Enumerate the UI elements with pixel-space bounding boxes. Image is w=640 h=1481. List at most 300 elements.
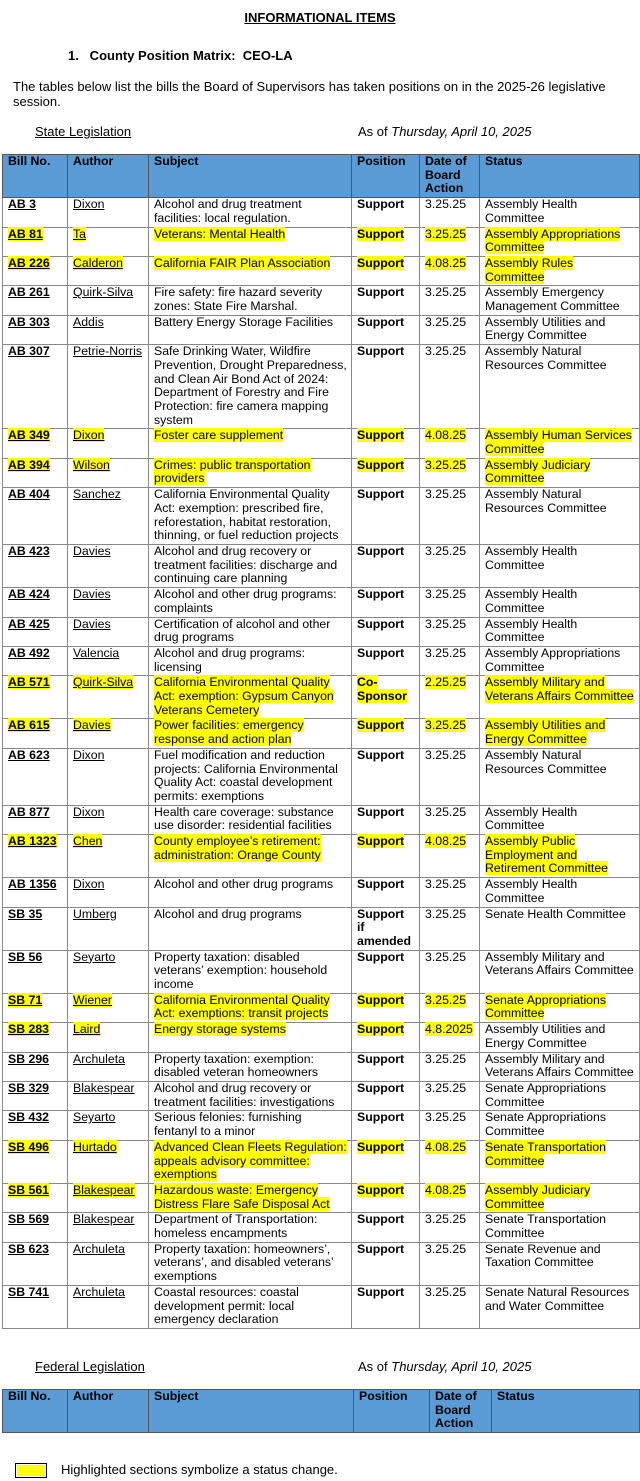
author-link[interactable]: Valencia bbox=[73, 645, 120, 660]
bill-number-link[interactable]: SB 432 bbox=[8, 1110, 50, 1125]
author-link[interactable]: Dixon bbox=[73, 877, 105, 892]
bill-status-cell bbox=[480, 588, 640, 617]
author-link-cell bbox=[68, 345, 149, 429]
board-position-cell bbox=[352, 256, 420, 285]
author-link[interactable]: Ta bbox=[73, 226, 86, 241]
board-position-cell bbox=[352, 719, 420, 748]
board-position: Support bbox=[357, 543, 405, 558]
board-action-date-cell bbox=[420, 1242, 480, 1285]
bill-status-cell bbox=[480, 256, 640, 285]
table-row bbox=[3, 1082, 640, 1111]
bill-status: Assembly Military and Veterans Affairs Committee bbox=[485, 675, 634, 704]
bill-subject-cell bbox=[149, 1213, 352, 1242]
author-link[interactable]: Laird bbox=[73, 1022, 101, 1037]
author-link-cell bbox=[68, 1242, 149, 1285]
bill-number-link-cell bbox=[3, 748, 68, 805]
bill-status: Senate Transportation Committee bbox=[485, 1212, 606, 1241]
board-action-date-cell bbox=[420, 198, 480, 227]
bill-subject: Advanced Clean Fleets Regulation: appeals advisory committee: exemptions bbox=[154, 1139, 347, 1182]
bill-status-cell bbox=[480, 646, 640, 675]
author-link-cell bbox=[68, 1285, 149, 1328]
bill-status-cell bbox=[480, 1023, 640, 1052]
board-action-date: 3.25.25 bbox=[425, 1241, 467, 1256]
federal-legislation-table bbox=[2, 1389, 640, 1433]
table-row bbox=[3, 1052, 640, 1081]
bill-number-link-cell bbox=[3, 878, 68, 907]
board-position-cell bbox=[352, 676, 420, 719]
bill-number-link[interactable]: SB 741 bbox=[8, 1284, 50, 1299]
board-position: Support bbox=[357, 1110, 405, 1125]
board-action-date: 3.25.25 bbox=[425, 747, 467, 762]
author-link[interactable]: Hurtado bbox=[73, 1139, 117, 1154]
bill-status: Assembly Utilities and Energy Committee bbox=[485, 314, 606, 343]
board-position: Support bbox=[357, 344, 405, 359]
bill-status: Assembly Health Committee bbox=[485, 616, 578, 645]
bill-number-link[interactable]: SB 329 bbox=[8, 1081, 50, 1095]
table-row bbox=[3, 1213, 640, 1242]
author-link-cell bbox=[68, 544, 149, 587]
bill-subject-cell bbox=[149, 719, 352, 748]
board-action-date-cell bbox=[420, 544, 480, 587]
author-link[interactable]: Wiener bbox=[73, 992, 112, 1007]
table-row bbox=[3, 748, 640, 805]
bill-subject: Alcohol and drug programs bbox=[154, 906, 302, 921]
state-section-header bbox=[0, 124, 640, 142]
board-position: Support if amended bbox=[357, 906, 411, 948]
author-link[interactable]: Dixon bbox=[73, 804, 105, 819]
bill-number-link-cell bbox=[3, 617, 68, 646]
board-action-date-cell bbox=[420, 1052, 480, 1081]
board-action-date: 3.25.25 bbox=[425, 587, 467, 602]
author-link[interactable]: Archuleta bbox=[73, 1284, 125, 1299]
table-row bbox=[3, 617, 640, 646]
bill-status-cell bbox=[480, 1285, 640, 1328]
board-action-date: 3.25.25 bbox=[425, 1284, 467, 1299]
table-row bbox=[3, 256, 640, 285]
bill-status-cell bbox=[480, 805, 640, 834]
author-link-cell bbox=[68, 588, 149, 617]
as-of-date: Thursday, April 10, 2025 bbox=[391, 1358, 532, 1374]
bill-subject-cell bbox=[149, 1140, 352, 1183]
column-header: Status bbox=[480, 155, 640, 198]
board-action-date-cell bbox=[420, 1183, 480, 1212]
table-row bbox=[3, 878, 640, 907]
table-row bbox=[3, 227, 640, 256]
bill-number-link[interactable]: AB 307 bbox=[8, 344, 50, 359]
bill-number-link-cell bbox=[3, 719, 68, 748]
bill-number-link-cell bbox=[3, 805, 68, 834]
bill-status: Senate Appropriations Committee bbox=[485, 1081, 607, 1109]
bill-status-cell bbox=[480, 1213, 640, 1242]
bill-status: Assembly Health Committee bbox=[485, 877, 578, 905]
board-action-date: 3.25.25 bbox=[425, 949, 467, 964]
intro-paragraph: The tables below list the bills the Board of Supervisors has taken positions on in the 2025-26 legislative session. bbox=[13, 79, 606, 109]
author-link[interactable]: Blakespear bbox=[73, 1182, 135, 1197]
bill-subject: California Environmental Quality Act: exemption: prescribed fire, reforestation, habitat restoration, thinning, or fuel reduction projects bbox=[154, 487, 339, 543]
author-link-cell bbox=[68, 488, 149, 545]
bill-number-link[interactable]: SB 296 bbox=[8, 1051, 50, 1066]
board-action-date-cell bbox=[420, 1213, 480, 1242]
board-position-cell bbox=[352, 646, 420, 675]
board-action-date-cell bbox=[420, 907, 480, 950]
board-position-cell bbox=[352, 198, 420, 227]
bill-subject-cell bbox=[149, 198, 352, 227]
bill-status-cell bbox=[480, 676, 640, 719]
author-link-cell bbox=[68, 198, 149, 227]
legend-text: Highlighted sections symbolize a status change. bbox=[61, 1462, 338, 1478]
bill-number-link[interactable]: SB 623 bbox=[8, 1241, 50, 1256]
bill-status-cell bbox=[480, 950, 640, 993]
author-link[interactable]: Wilson bbox=[73, 457, 110, 472]
bill-status-cell bbox=[480, 458, 640, 487]
author-link[interactable]: Archuleta bbox=[73, 1051, 125, 1066]
bill-subject: California Environmental Quality Act: exemptions: transit projects bbox=[154, 992, 330, 1021]
bill-number-link[interactable]: AB 3 bbox=[8, 197, 37, 212]
table-row bbox=[3, 429, 640, 458]
author-link[interactable]: Seyarto bbox=[73, 949, 116, 964]
table-row bbox=[3, 993, 640, 1022]
board-action-date-cell bbox=[420, 676, 480, 719]
bill-subject-cell bbox=[149, 286, 352, 315]
bill-subject-cell bbox=[149, 345, 352, 429]
bill-status: Assembly Judiciary Committee bbox=[485, 1182, 591, 1211]
board-action-date-cell bbox=[420, 588, 480, 617]
author-link-cell bbox=[68, 676, 149, 719]
bill-number-link-cell bbox=[3, 1183, 68, 1212]
bill-number-link-cell bbox=[3, 429, 68, 458]
bill-subject: Property taxation: exemption: disabled veteran homeowners bbox=[154, 1051, 319, 1080]
author-link[interactable]: Blakespear bbox=[73, 1212, 135, 1227]
board-action-date-cell bbox=[420, 345, 480, 429]
bill-status-cell bbox=[480, 617, 640, 646]
table-row bbox=[3, 907, 640, 950]
bill-number-link-cell bbox=[3, 993, 68, 1022]
bill-number-link[interactable]: AB 303 bbox=[8, 314, 50, 329]
board-position-cell bbox=[352, 227, 420, 256]
author-link[interactable]: Calderon bbox=[73, 255, 123, 270]
bill-status: Assembly Utilities and Energy Committee bbox=[485, 1022, 606, 1050]
bill-number-link-cell bbox=[3, 315, 68, 344]
bill-number-link[interactable]: AB 349 bbox=[8, 428, 50, 443]
board-position: Support bbox=[357, 314, 405, 329]
board-position: Support bbox=[357, 949, 405, 964]
column-header: Bill No. bbox=[3, 1389, 68, 1432]
bill-status-cell bbox=[480, 835, 640, 878]
bill-subject: California Environmental Quality Act: exemption: Gypsum Canyon Veterans Cemetery bbox=[154, 675, 334, 717]
table-row bbox=[3, 676, 640, 719]
table-row bbox=[3, 588, 640, 617]
bill-number-link[interactable]: SB 35 bbox=[8, 906, 43, 921]
table-row bbox=[3, 286, 640, 315]
author-link-cell bbox=[68, 1140, 149, 1183]
board-action-date: 3.25.25 bbox=[425, 457, 467, 472]
column-header: Author bbox=[68, 1389, 149, 1432]
board-action-date-cell bbox=[420, 835, 480, 878]
author-link-cell bbox=[68, 878, 149, 907]
board-action-date-cell bbox=[420, 719, 480, 748]
bill-number-link[interactable]: AB 877 bbox=[8, 804, 50, 819]
author-link[interactable]: Davies bbox=[73, 543, 111, 558]
board-position: Support bbox=[357, 487, 405, 502]
bill-number-link[interactable]: AB 571 bbox=[8, 675, 50, 690]
bill-number-link[interactable]: AB 623 bbox=[8, 747, 50, 762]
bill-subject: Power facilities: emergency response and action plan bbox=[154, 718, 304, 747]
board-action-date: 3.25.25 bbox=[425, 877, 467, 892]
board-position: Support bbox=[357, 747, 405, 762]
bill-number-link-cell bbox=[3, 1242, 68, 1285]
bill-status: Senate Appropriations Committee bbox=[485, 1110, 607, 1139]
bill-subject: Energy storage systems bbox=[154, 1022, 286, 1037]
author-link-cell bbox=[68, 256, 149, 285]
bill-number-link[interactable]: AB 226 bbox=[8, 255, 50, 270]
author-link[interactable]: Sanchez bbox=[73, 487, 121, 502]
bill-subject: Alcohol and drug recovery or treatment facilities: investigations bbox=[154, 1081, 335, 1109]
board-position: Support bbox=[357, 428, 405, 443]
author-link[interactable]: Dixon bbox=[73, 197, 105, 212]
author-link[interactable]: Addis bbox=[73, 314, 104, 329]
board-action-date-cell bbox=[420, 1140, 480, 1183]
section-subtitle: 1. County Position Matrix: CEO-LA bbox=[68, 48, 293, 63]
author-link-cell bbox=[68, 993, 149, 1022]
board-position-cell bbox=[352, 1082, 420, 1111]
board-action-date: 3.25.25 bbox=[425, 718, 467, 733]
bill-subject-cell bbox=[149, 676, 352, 719]
bill-number-link[interactable]: AB 615 bbox=[8, 718, 50, 733]
highlight-legend-swatch bbox=[15, 1463, 47, 1478]
bill-number-link-cell bbox=[3, 544, 68, 587]
bill-number-link-cell bbox=[3, 198, 68, 227]
column-header: Bill No. bbox=[3, 155, 68, 198]
bill-number-link[interactable]: SB 283 bbox=[8, 1022, 50, 1037]
bill-number-link-cell bbox=[3, 950, 68, 993]
federal-as-of bbox=[358, 1359, 531, 1374]
bill-number-link[interactable]: SB 71 bbox=[8, 992, 43, 1007]
bill-subject-cell bbox=[149, 256, 352, 285]
board-action-date: 3.25.25 bbox=[425, 992, 467, 1007]
author-link[interactable]: Archuleta bbox=[73, 1241, 125, 1256]
bill-number-link-cell bbox=[3, 488, 68, 545]
bill-status: Senate Revenue and Taxation Committee bbox=[485, 1241, 601, 1270]
bill-subject-cell bbox=[149, 1285, 352, 1328]
board-position: Co-Sponsor bbox=[357, 675, 407, 704]
bill-status: Senate Natural Resources and Water Committee bbox=[485, 1284, 630, 1313]
bill-subject-cell bbox=[149, 907, 352, 950]
board-position-cell bbox=[352, 835, 420, 878]
column-header: Date of Board Action bbox=[420, 155, 480, 198]
table-row bbox=[3, 835, 640, 878]
bill-status-cell bbox=[480, 1183, 640, 1212]
board-action-date-cell bbox=[420, 286, 480, 315]
author-link[interactable]: Davies bbox=[73, 718, 111, 733]
bill-number-link[interactable]: SB 496 bbox=[8, 1139, 50, 1154]
board-action-date-cell bbox=[420, 617, 480, 646]
board-action-date: 2.25.25 bbox=[425, 675, 467, 690]
bill-subject: Foster care supplement bbox=[154, 428, 284, 443]
table-row bbox=[3, 950, 640, 993]
bill-number-link-cell bbox=[3, 588, 68, 617]
author-link[interactable]: Blakespear bbox=[73, 1081, 135, 1095]
bill-number-link-cell bbox=[3, 256, 68, 285]
table-row bbox=[3, 1111, 640, 1140]
bill-subject: Health care coverage: substance use disorder: residential facilities bbox=[154, 804, 334, 833]
table-row bbox=[3, 1242, 640, 1285]
bill-number-link[interactable]: AB 404 bbox=[8, 487, 50, 502]
bill-number-link-cell bbox=[3, 1082, 68, 1111]
board-action-date: 4.08.25 bbox=[425, 1139, 467, 1154]
bill-status: Assembly Public Employment and Retirement Committee bbox=[485, 834, 609, 876]
bill-status: Assembly Utilities and Energy Committee bbox=[485, 718, 606, 747]
board-action-date: 4.8.2025 bbox=[425, 1022, 473, 1037]
board-position-cell bbox=[352, 993, 420, 1022]
bill-number-link[interactable]: AB 424 bbox=[8, 587, 50, 602]
bill-number-link[interactable]: AB 394 bbox=[8, 457, 50, 472]
bill-status: Assembly Emergency Management Committee bbox=[485, 285, 620, 314]
board-position-cell bbox=[352, 1285, 420, 1328]
bill-subject-cell bbox=[149, 488, 352, 545]
bill-status-cell bbox=[480, 993, 640, 1022]
bill-number-link[interactable]: AB 1323 bbox=[8, 834, 57, 849]
bill-subject: Alcohol and other drug programs: complaints bbox=[154, 587, 337, 615]
bill-number-link-cell bbox=[3, 1285, 68, 1328]
board-position: Support bbox=[357, 255, 405, 270]
bill-status: Assembly Appropriations Committee bbox=[485, 645, 621, 674]
board-position: Support bbox=[357, 616, 405, 631]
bill-number-link-cell bbox=[3, 1111, 68, 1140]
federal-legislation-heading: Federal Legislation bbox=[35, 1358, 145, 1374]
bill-status: Assembly Natural Resources Committee bbox=[485, 747, 607, 776]
bill-subject-cell bbox=[149, 458, 352, 487]
author-link[interactable]: Dixon bbox=[73, 428, 105, 443]
bill-number-link[interactable]: AB 261 bbox=[8, 285, 50, 300]
author-link-cell bbox=[68, 907, 149, 950]
author-link[interactable]: Petrie-Norris bbox=[73, 344, 143, 359]
bill-status: Assembly Military and Veterans Affairs Committee bbox=[485, 949, 634, 978]
author-link[interactable]: Quirk-Silva bbox=[73, 285, 134, 300]
bill-subject: Property taxation: homeowners’, veterans’, and disabled veterans’ exemptions bbox=[154, 1241, 334, 1284]
bill-subject: Hazardous waste: Emergency Distress Flare Safe Disposal Act bbox=[154, 1182, 330, 1211]
table-row bbox=[3, 646, 640, 675]
author-link-cell bbox=[68, 1023, 149, 1052]
board-action-date: 3.25.25 bbox=[425, 906, 467, 921]
column-header: Position bbox=[352, 155, 420, 198]
table-row bbox=[3, 1285, 640, 1328]
bill-status: Assembly Natural Resources Committee bbox=[485, 344, 607, 372]
board-action-date-cell bbox=[420, 950, 480, 993]
bill-status-cell bbox=[480, 198, 640, 227]
board-position: Support bbox=[357, 804, 405, 819]
table-row bbox=[3, 544, 640, 587]
column-header: Author bbox=[68, 155, 149, 198]
bill-subject-cell bbox=[149, 835, 352, 878]
bill-subject-cell bbox=[149, 748, 352, 805]
author-link[interactable]: Chen bbox=[73, 834, 103, 849]
bill-subject: California FAIR Plan Association bbox=[154, 255, 331, 270]
bill-number-link[interactable]: AB 492 bbox=[8, 645, 50, 660]
author-link-cell bbox=[68, 835, 149, 878]
board-action-date: 3.25.25 bbox=[425, 314, 467, 329]
board-action-date: 3.25.25 bbox=[425, 616, 467, 631]
bill-status: Senate Health Committee bbox=[485, 906, 626, 921]
author-link-cell bbox=[68, 950, 149, 993]
board-position: Support bbox=[357, 1022, 405, 1037]
bill-subject: Alcohol and drug recovery or treatment facilities: discharge and continuing care planning bbox=[154, 543, 338, 586]
board-action-date-cell bbox=[420, 227, 480, 256]
bill-number-link[interactable]: SB 561 bbox=[8, 1182, 50, 1197]
board-position-cell bbox=[352, 805, 420, 834]
bill-subject-cell bbox=[149, 227, 352, 256]
board-action-date-cell bbox=[420, 1023, 480, 1052]
table-header-row bbox=[3, 155, 640, 198]
bill-subject-cell bbox=[149, 544, 352, 587]
board-position-cell bbox=[352, 748, 420, 805]
board-action-date: 3.25.25 bbox=[425, 543, 467, 558]
board-position: Support bbox=[357, 1139, 405, 1154]
bill-subject-cell bbox=[149, 617, 352, 646]
bill-status-cell bbox=[480, 1082, 640, 1111]
board-action-date-cell bbox=[420, 488, 480, 545]
author-link-cell bbox=[68, 1082, 149, 1111]
as-of-label: As of bbox=[358, 124, 392, 139]
author-link[interactable]: Seyarto bbox=[73, 1110, 116, 1125]
bill-number-link[interactable]: SB 569 bbox=[8, 1212, 50, 1227]
table-row bbox=[3, 345, 640, 429]
bill-number-link-cell bbox=[3, 345, 68, 429]
bill-number-link[interactable]: AB 423 bbox=[8, 543, 50, 558]
author-link[interactable]: Davies bbox=[73, 616, 111, 631]
bill-number-link[interactable]: SB 56 bbox=[8, 949, 43, 964]
bill-number-link[interactable]: AB 425 bbox=[8, 616, 50, 631]
column-header: Position bbox=[354, 1389, 430, 1432]
as-of-date: Thursday, April 10, 2025 bbox=[391, 124, 532, 139]
bill-status-cell bbox=[480, 878, 640, 907]
bill-number-link-cell bbox=[3, 835, 68, 878]
board-action-date-cell bbox=[420, 993, 480, 1022]
table-row bbox=[3, 1023, 640, 1052]
bill-number-link-cell bbox=[3, 1023, 68, 1052]
bill-status-cell bbox=[480, 227, 640, 256]
bill-subject: Alcohol and drug programs: licensing bbox=[154, 645, 306, 674]
bill-number-link[interactable]: AB 1356 bbox=[8, 877, 57, 892]
column-header: Status bbox=[492, 1389, 640, 1432]
author-link[interactable]: Dixon bbox=[73, 747, 105, 762]
state-as-of bbox=[358, 124, 531, 139]
bill-status: Assembly Appropriations Committee bbox=[485, 226, 621, 255]
author-link-cell bbox=[68, 646, 149, 675]
bill-status: Senate Appropriations Committee bbox=[485, 992, 607, 1021]
bill-status-cell bbox=[480, 719, 640, 748]
board-action-date-cell bbox=[420, 429, 480, 458]
board-action-date: 3.25.25 bbox=[425, 645, 467, 660]
board-position-cell bbox=[352, 950, 420, 993]
board-position-cell bbox=[352, 1242, 420, 1285]
author-link[interactable]: Umberg bbox=[73, 906, 117, 921]
bill-subject: Coastal resources: coastal development permit: local emergency declaration bbox=[154, 1284, 299, 1327]
table-row bbox=[3, 198, 640, 227]
bill-number-link[interactable]: AB 81 bbox=[8, 226, 43, 241]
board-action-date: 3.25.25 bbox=[425, 804, 467, 819]
author-link[interactable]: Quirk-Silva bbox=[73, 675, 134, 690]
bill-subject-cell bbox=[149, 429, 352, 458]
table-row bbox=[3, 488, 640, 545]
board-position: Support bbox=[357, 645, 405, 660]
bill-status-cell bbox=[480, 748, 640, 805]
bill-subject-cell bbox=[149, 1023, 352, 1052]
board-action-date-cell bbox=[420, 256, 480, 285]
as-of-label: As of bbox=[358, 1358, 392, 1374]
bill-subject-cell bbox=[149, 315, 352, 344]
author-link[interactable]: Davies bbox=[73, 587, 111, 602]
bill-subject: Fire safety: fire hazard severity zones: State Fire Marshal. bbox=[154, 285, 323, 314]
